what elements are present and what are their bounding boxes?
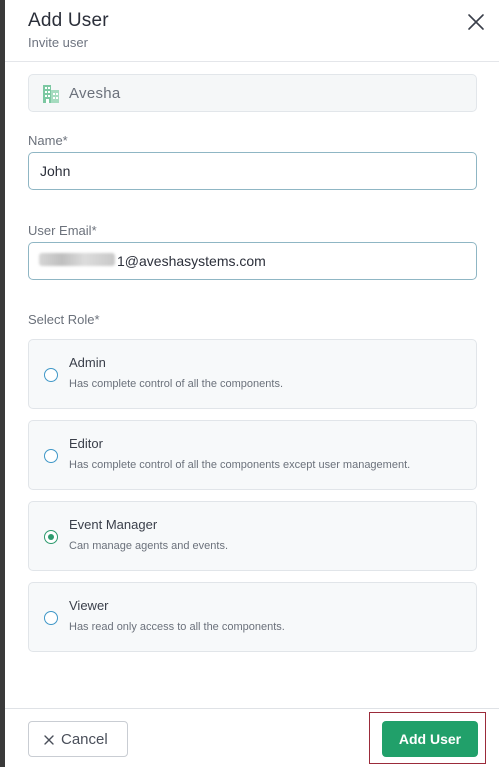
cancel-label: Cancel <box>61 731 108 748</box>
role-option-admin[interactable] <box>28 339 477 409</box>
name-label: Name* <box>28 133 68 148</box>
name-input[interactable] <box>28 152 477 190</box>
redacted-email-prefix <box>39 253 115 266</box>
role-name: Viewer <box>69 598 109 613</box>
email-label: User Email* <box>28 223 97 238</box>
close-icon <box>44 735 54 745</box>
organization-field <box>28 74 477 112</box>
role-option-event-manager[interactable] <box>28 501 477 571</box>
dialog-subtitle: Invite user <box>28 35 88 50</box>
radio-admin[interactable] <box>44 368 58 382</box>
role-name: Editor <box>69 436 103 451</box>
organization-name: Avesha <box>69 85 121 102</box>
role-name: Event Manager <box>69 517 158 532</box>
building-icon <box>42 83 60 104</box>
role-description: Has read only access to all the components. <box>69 621 285 633</box>
dialog-header <box>5 0 499 62</box>
role-name: Admin <box>69 355 106 370</box>
role-description: Has complete control of all the components. <box>69 378 284 390</box>
role-option-editor[interactable] <box>28 420 477 490</box>
radio-editor[interactable] <box>44 449 58 463</box>
cancel-button[interactable] <box>28 721 128 757</box>
window-edge <box>0 0 5 767</box>
role-label: Select Role* <box>28 312 100 327</box>
role-description: Can manage agents and events. <box>69 540 229 552</box>
radio-viewer[interactable] <box>44 611 58 625</box>
close-icon[interactable] <box>467 13 485 31</box>
radio-event-manager[interactable] <box>44 530 58 544</box>
role-option-viewer[interactable] <box>28 582 477 652</box>
role-description: Has complete control of all the components except user management. <box>69 459 411 471</box>
dialog-footer <box>5 708 499 767</box>
add-user-button[interactable]: Add User <box>382 721 478 757</box>
dialog-title: Add User <box>28 10 109 31</box>
